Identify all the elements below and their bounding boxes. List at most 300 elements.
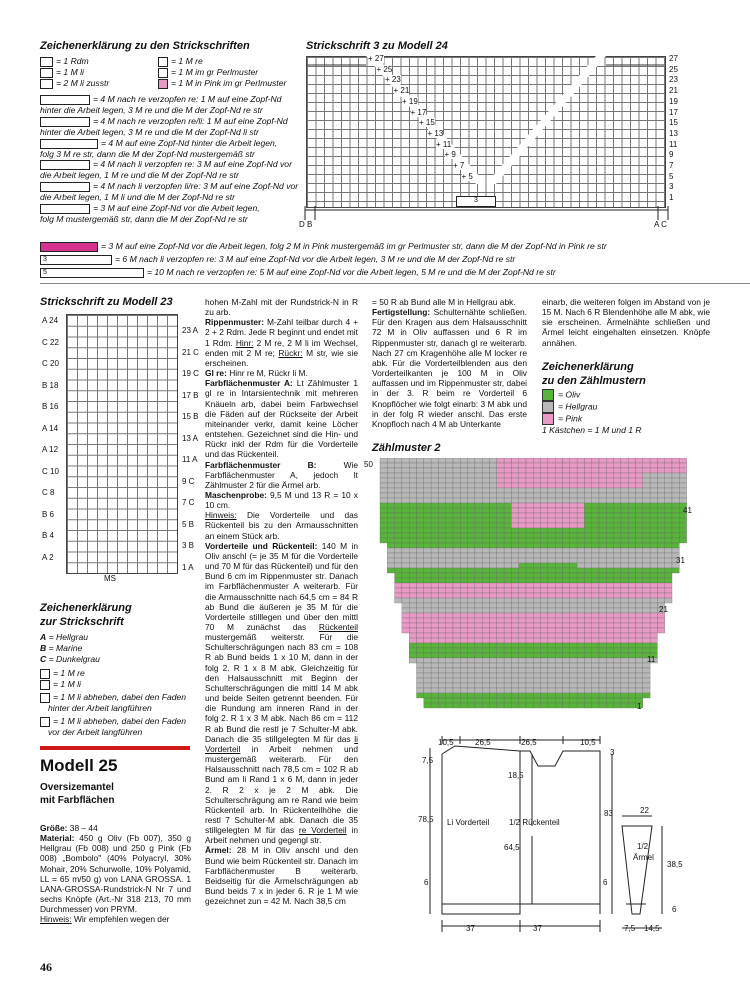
zm-cell bbox=[453, 553, 460, 558]
zm-cell bbox=[636, 543, 643, 548]
zm-cell bbox=[643, 573, 650, 578]
zm-cell bbox=[548, 668, 555, 673]
zm-cell bbox=[621, 498, 628, 503]
zm-cell bbox=[570, 688, 577, 693]
chart23-left-label: B 18 bbox=[42, 380, 59, 390]
zm-cell bbox=[475, 623, 482, 628]
zm-cell bbox=[431, 678, 438, 683]
zm-cell bbox=[650, 573, 657, 578]
zm-cell bbox=[657, 518, 664, 523]
zm-cell bbox=[497, 503, 504, 508]
zm-cell bbox=[621, 593, 628, 598]
zm-cell bbox=[592, 493, 599, 498]
zm-cell bbox=[570, 613, 577, 618]
chart24-rownum: 11 bbox=[669, 139, 678, 149]
zm-cell bbox=[628, 688, 635, 693]
zm-cell bbox=[548, 593, 555, 598]
zm-cell bbox=[563, 608, 570, 613]
zm-cell bbox=[592, 568, 599, 573]
zm-cell bbox=[621, 463, 628, 468]
zm-cell bbox=[599, 543, 606, 548]
zm-cell bbox=[628, 593, 635, 598]
zm-cell bbox=[497, 468, 504, 473]
zm-cell bbox=[636, 598, 643, 603]
zm-cell bbox=[511, 578, 518, 583]
zm-cell bbox=[599, 538, 606, 543]
zm-cell bbox=[460, 668, 467, 673]
zm-cell bbox=[504, 658, 511, 663]
zm-cell bbox=[643, 618, 650, 623]
zm-cell bbox=[490, 578, 497, 583]
zm-cell bbox=[584, 483, 591, 488]
zm-cell bbox=[453, 683, 460, 688]
zm-cell bbox=[665, 493, 672, 498]
zm-cell bbox=[526, 528, 533, 533]
zm-cell bbox=[417, 488, 424, 493]
schema-label-right: 1/2 Rückenteil bbox=[509, 818, 560, 827]
abheben-vor-symbol bbox=[40, 717, 50, 727]
zm-cell bbox=[446, 628, 453, 633]
zm-cell bbox=[519, 633, 526, 638]
zm-cell bbox=[526, 643, 533, 648]
zm-cell bbox=[577, 458, 584, 463]
zm-cell bbox=[592, 483, 599, 488]
zm-cell bbox=[460, 508, 467, 513]
zm-cell bbox=[526, 608, 533, 613]
zm-cell bbox=[584, 473, 591, 478]
zm-cell bbox=[599, 668, 606, 673]
zm-cell bbox=[577, 593, 584, 598]
zm-cell bbox=[438, 478, 445, 483]
zm-cell bbox=[563, 613, 570, 618]
zm-cell bbox=[460, 498, 467, 503]
zm-cell bbox=[446, 683, 453, 688]
zm-cell bbox=[643, 668, 650, 673]
zm-cell bbox=[636, 628, 643, 633]
zm-cell bbox=[614, 468, 621, 473]
zm-cell bbox=[519, 608, 526, 613]
zm-cell bbox=[475, 478, 482, 483]
zm-cell bbox=[592, 673, 599, 678]
zm-cell bbox=[628, 703, 635, 708]
zm-cell bbox=[446, 478, 453, 483]
zm-cell bbox=[614, 593, 621, 598]
zm-cell bbox=[490, 553, 497, 558]
zm-cell bbox=[460, 533, 467, 538]
zm-cell bbox=[555, 673, 562, 678]
zm-cell bbox=[533, 478, 540, 483]
zm-cell bbox=[511, 698, 518, 703]
zm-cell bbox=[504, 668, 511, 673]
zm-cell bbox=[541, 563, 548, 568]
pink-perlmuster-symbol bbox=[158, 79, 168, 89]
zm-cell bbox=[424, 573, 431, 578]
zm-cell bbox=[424, 663, 431, 668]
zm-cell bbox=[504, 463, 511, 468]
chart24-inner-rownum: + 17 bbox=[410, 107, 427, 117]
zm-cell bbox=[563, 528, 570, 533]
zm-cell bbox=[548, 678, 555, 683]
zm-cell bbox=[541, 568, 548, 573]
zm-cell bbox=[409, 623, 416, 628]
zm-cell bbox=[446, 693, 453, 698]
zm-cell bbox=[592, 603, 599, 608]
zm-cell bbox=[526, 628, 533, 633]
zm-cell bbox=[672, 483, 679, 488]
zm-cell bbox=[570, 603, 577, 608]
zm-cell bbox=[657, 473, 664, 478]
zm-cell bbox=[519, 628, 526, 633]
zm-cell bbox=[628, 523, 635, 528]
zm-cell bbox=[519, 653, 526, 658]
zm-cell bbox=[511, 533, 518, 538]
zm-cell bbox=[592, 473, 599, 478]
zm-cell bbox=[438, 463, 445, 468]
zm-cell bbox=[490, 628, 497, 633]
zm-cell bbox=[424, 658, 431, 663]
zm-cell bbox=[402, 563, 409, 568]
zm-cell bbox=[468, 663, 475, 668]
zm-cell bbox=[490, 468, 497, 473]
zm-cell bbox=[577, 648, 584, 653]
zm-cell bbox=[584, 633, 591, 638]
zm-cell bbox=[563, 678, 570, 683]
zm-cell bbox=[599, 513, 606, 518]
zm-cell bbox=[643, 583, 650, 588]
zm-cell bbox=[490, 588, 497, 593]
zm-cell bbox=[643, 518, 650, 523]
zm-cell bbox=[424, 648, 431, 653]
zm-cell bbox=[511, 528, 518, 533]
zm-cell bbox=[387, 468, 394, 473]
zm-cell bbox=[468, 598, 475, 603]
zm-cell bbox=[636, 493, 643, 498]
zm-cell bbox=[402, 533, 409, 538]
zm-cell bbox=[519, 538, 526, 543]
zm-cell bbox=[519, 523, 526, 528]
zm-cell bbox=[672, 493, 679, 498]
zm-cell bbox=[592, 653, 599, 658]
zm-cell bbox=[460, 568, 467, 573]
zm-cell bbox=[541, 698, 548, 703]
zm-cell bbox=[460, 593, 467, 598]
zm-cell bbox=[657, 538, 664, 543]
zm-cell bbox=[599, 548, 606, 553]
zm-cell bbox=[511, 483, 518, 488]
zm-cell bbox=[643, 593, 650, 598]
zm-cell bbox=[504, 543, 511, 548]
zm-cell bbox=[380, 498, 387, 503]
zm-cell bbox=[628, 633, 635, 638]
zm-cell bbox=[599, 683, 606, 688]
zm-cell bbox=[417, 478, 424, 483]
zm-cell bbox=[438, 573, 445, 578]
zm-cell bbox=[657, 543, 664, 548]
zm-cell bbox=[548, 563, 555, 568]
zm-cell bbox=[555, 683, 562, 688]
chart24-rownum: 13 bbox=[669, 128, 678, 138]
zm-cell bbox=[431, 703, 438, 708]
zm-cell bbox=[606, 503, 613, 508]
zm-cell bbox=[621, 573, 628, 578]
zm-cell bbox=[621, 558, 628, 563]
zm-cell bbox=[606, 583, 613, 588]
zm-cell bbox=[665, 473, 672, 478]
zm-cell bbox=[453, 673, 460, 678]
zm-cell bbox=[614, 678, 621, 683]
zm-cell bbox=[636, 468, 643, 473]
zm-cell bbox=[533, 588, 540, 593]
zm-cell bbox=[541, 613, 548, 618]
zm-cell bbox=[460, 688, 467, 693]
zm-cell bbox=[643, 498, 650, 503]
zm-cell bbox=[395, 588, 402, 593]
zm-cell bbox=[395, 533, 402, 538]
zm-cell bbox=[482, 558, 489, 563]
zm-cell bbox=[592, 593, 599, 598]
zm-cell bbox=[563, 603, 570, 608]
zm-cell bbox=[628, 513, 635, 518]
zm-cell bbox=[475, 543, 482, 548]
chart24-rownum: 9 bbox=[669, 150, 674, 160]
zm-cell bbox=[446, 463, 453, 468]
zm-cell bbox=[599, 658, 606, 663]
zm-cell bbox=[599, 493, 606, 498]
zm-cell bbox=[504, 688, 511, 693]
zm-cell bbox=[636, 538, 643, 543]
zm-cell bbox=[555, 568, 562, 573]
zm-cell bbox=[570, 468, 577, 473]
zm-cell bbox=[643, 623, 650, 628]
zm-cell bbox=[475, 488, 482, 493]
zm-cell bbox=[402, 548, 409, 553]
zm-cell bbox=[570, 608, 577, 613]
zm-cell bbox=[460, 683, 467, 688]
zm-cell bbox=[599, 603, 606, 608]
zm-cell bbox=[526, 698, 533, 703]
zm-cell bbox=[584, 588, 591, 593]
zm-cell bbox=[504, 698, 511, 703]
zm-cell bbox=[460, 493, 467, 498]
zm-cell bbox=[482, 638, 489, 643]
zm-cell bbox=[621, 488, 628, 493]
model-subtitle1: Oversizemantel bbox=[40, 782, 114, 793]
zm-cell bbox=[614, 583, 621, 588]
zm-cell bbox=[511, 678, 518, 683]
zm-cell bbox=[584, 573, 591, 578]
zm-cell bbox=[519, 518, 526, 523]
zm-cell bbox=[468, 603, 475, 608]
zm-cell bbox=[409, 643, 416, 648]
zm-cell bbox=[490, 678, 497, 683]
zm-cell bbox=[446, 603, 453, 608]
zm-cell bbox=[511, 618, 518, 623]
zm-cell bbox=[438, 533, 445, 538]
zm-cell bbox=[584, 683, 591, 688]
zm-cell bbox=[592, 643, 599, 648]
zm-cell bbox=[482, 498, 489, 503]
zm-cell bbox=[665, 488, 672, 493]
zm-cell bbox=[490, 613, 497, 618]
zm-cell bbox=[519, 588, 526, 593]
zm-cell bbox=[497, 658, 504, 663]
zm-cell bbox=[541, 608, 548, 613]
zm-cell bbox=[621, 533, 628, 538]
zm-cell bbox=[453, 558, 460, 563]
cable-10-symbol: 5 bbox=[40, 268, 144, 278]
zm-cell bbox=[533, 678, 540, 683]
zm-cell bbox=[453, 463, 460, 468]
zm-cell bbox=[541, 588, 548, 593]
zm-cell bbox=[614, 613, 621, 618]
zm-cell bbox=[417, 533, 424, 538]
zm-cell bbox=[599, 593, 606, 598]
zm-cell bbox=[614, 673, 621, 678]
zm-cell bbox=[453, 518, 460, 523]
zm-cell bbox=[424, 508, 431, 513]
zm-cell bbox=[446, 633, 453, 638]
zm-cell bbox=[490, 663, 497, 668]
zm-cell bbox=[650, 548, 657, 553]
zm-cell bbox=[592, 618, 599, 623]
chart23-left-label: A 24 bbox=[42, 316, 59, 325]
zm-cell bbox=[453, 543, 460, 548]
zm-cell bbox=[387, 563, 394, 568]
zm-cell bbox=[395, 598, 402, 603]
zm-cell bbox=[643, 578, 650, 583]
zm-cell bbox=[621, 548, 628, 553]
zm-cell bbox=[592, 633, 599, 638]
zm-cell bbox=[584, 558, 591, 563]
zm-cell bbox=[657, 528, 664, 533]
zm-cell bbox=[657, 483, 664, 488]
zm-cell bbox=[555, 458, 562, 463]
zm-cell bbox=[548, 503, 555, 508]
zm-cell bbox=[511, 543, 518, 548]
zm-cell bbox=[563, 638, 570, 643]
zm-cell bbox=[431, 498, 438, 503]
zm-cell bbox=[511, 488, 518, 493]
zm-cell bbox=[490, 548, 497, 553]
zm-cell bbox=[511, 463, 518, 468]
zm-cell bbox=[665, 503, 672, 508]
zm-cell bbox=[621, 693, 628, 698]
zm-cell bbox=[490, 483, 497, 488]
zm-cell bbox=[490, 683, 497, 688]
zm-cell bbox=[570, 693, 577, 698]
zm-cell bbox=[526, 588, 533, 593]
zm-cell bbox=[621, 603, 628, 608]
zm-cell bbox=[497, 543, 504, 548]
zm-cell bbox=[555, 578, 562, 583]
zm-cell bbox=[621, 553, 628, 558]
zm-cell bbox=[614, 488, 621, 493]
zm-cell bbox=[438, 703, 445, 708]
zm-cell bbox=[504, 603, 511, 608]
zm-cell bbox=[533, 613, 540, 618]
zm-cell bbox=[657, 458, 664, 463]
zm-cell bbox=[563, 503, 570, 508]
zm-cell bbox=[424, 678, 431, 683]
zm-cell bbox=[482, 648, 489, 653]
zm-cell bbox=[563, 538, 570, 543]
zm-cell bbox=[577, 533, 584, 538]
zm-cell bbox=[650, 593, 657, 598]
zm-cell bbox=[526, 673, 533, 678]
zm-cell bbox=[497, 628, 504, 633]
zm-cell bbox=[636, 608, 643, 613]
zm-cell bbox=[497, 643, 504, 648]
zm-cell bbox=[555, 493, 562, 498]
zm-cell bbox=[387, 483, 394, 488]
zm-cell bbox=[424, 653, 431, 658]
zm-cell bbox=[584, 643, 591, 648]
zm-cell bbox=[504, 538, 511, 543]
zm-cell bbox=[614, 683, 621, 688]
zm-cell bbox=[599, 613, 606, 618]
zm-cell bbox=[592, 548, 599, 553]
zm-cell bbox=[606, 673, 613, 678]
zm-cell bbox=[621, 648, 628, 653]
zm-cell bbox=[606, 498, 613, 503]
zm-cell bbox=[417, 538, 424, 543]
cable-symbol-4 bbox=[40, 160, 90, 170]
zm-cell bbox=[621, 568, 628, 573]
zm-cell bbox=[650, 648, 657, 653]
zm-cell bbox=[577, 613, 584, 618]
zm-cell bbox=[409, 638, 416, 643]
zm-cell bbox=[446, 488, 453, 493]
zm-cell bbox=[475, 498, 482, 503]
zm-cell bbox=[482, 553, 489, 558]
zm-cell bbox=[555, 543, 562, 548]
zaehlmuster-2 bbox=[372, 458, 692, 713]
zm-cell bbox=[570, 618, 577, 623]
zm-cell bbox=[475, 523, 482, 528]
zm-cell bbox=[424, 488, 431, 493]
zm-cell bbox=[453, 478, 460, 483]
zm-cell bbox=[438, 488, 445, 493]
zm-cell bbox=[468, 618, 475, 623]
zm-cell bbox=[555, 633, 562, 638]
zm-cell bbox=[504, 528, 511, 533]
zm-cell bbox=[643, 473, 650, 478]
zm-cell bbox=[497, 483, 504, 488]
zm-cell bbox=[526, 493, 533, 498]
zm-cell bbox=[563, 568, 570, 573]
zm-cell bbox=[468, 653, 475, 658]
cable-symbol-5 bbox=[40, 182, 90, 192]
zm-cell bbox=[621, 528, 628, 533]
zm-cell bbox=[504, 678, 511, 683]
zm-cell bbox=[563, 473, 570, 478]
zm-cell bbox=[606, 483, 613, 488]
zm-cell bbox=[650, 613, 657, 618]
chart23-left-label: C 8 bbox=[42, 488, 55, 497]
zm-cell bbox=[387, 558, 394, 563]
zm-cell bbox=[584, 698, 591, 703]
zm-cell bbox=[468, 613, 475, 618]
zm-cell bbox=[519, 678, 526, 683]
zm-cell bbox=[424, 523, 431, 528]
zm-cell bbox=[387, 543, 394, 548]
zm-cell bbox=[446, 503, 453, 508]
zm-cell bbox=[541, 578, 548, 583]
zm-cell bbox=[570, 523, 577, 528]
zm-cell bbox=[446, 458, 453, 463]
zm-cell bbox=[636, 563, 643, 568]
zm-cell bbox=[402, 478, 409, 483]
